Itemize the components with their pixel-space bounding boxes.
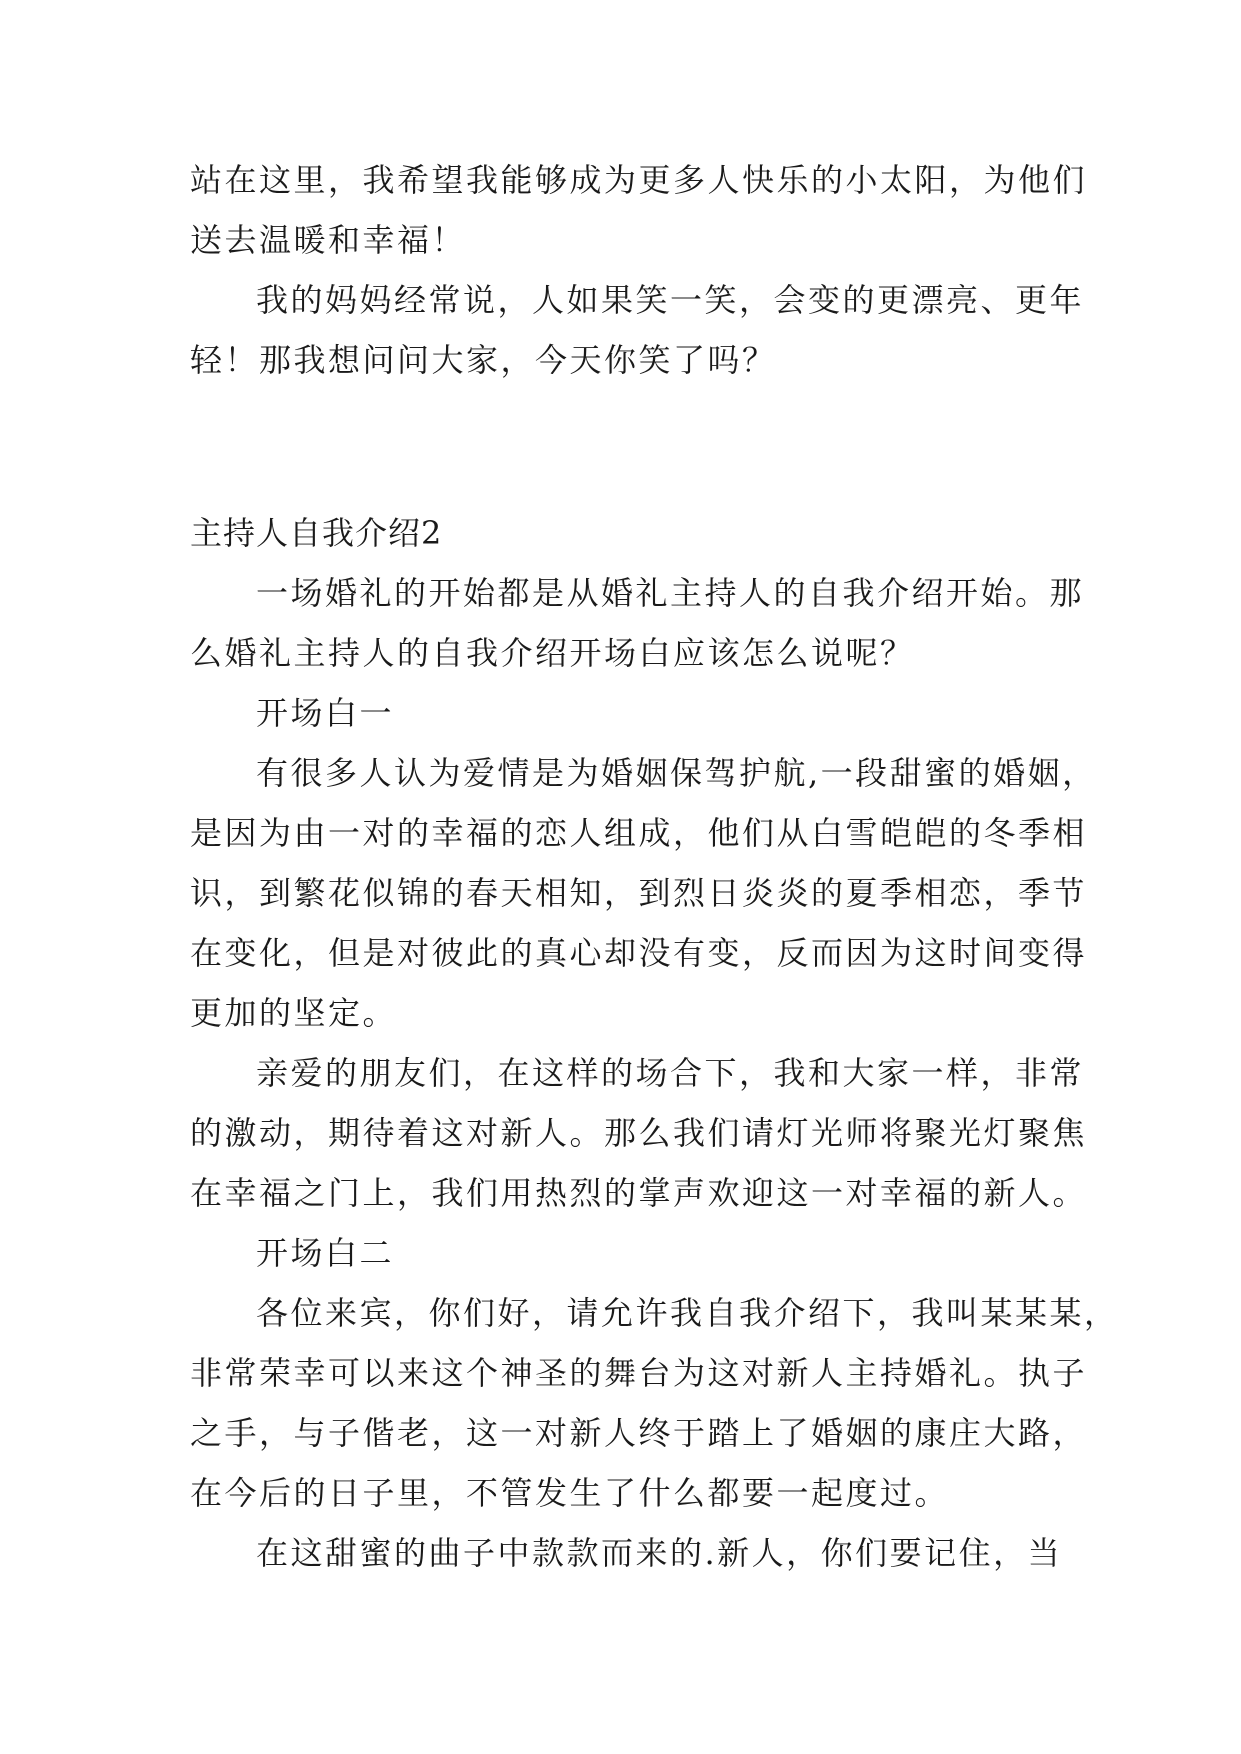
text-line: 么婚礼主持人的自我介绍开场白应该怎么说呢？ [190,634,915,672]
text-line: 站在这里，我希望我能够成为更多人快乐的小太阳，为他们 [190,161,1088,199]
text-line: 在变化，但是对彼此的真心却没有变，反而因为这时间变得 [190,934,1088,972]
text-line: 识，到繁花似锦的春天相知，到烈日炎炎的夏季相恋，季节 [190,874,1088,912]
text-line: 是因为由一对的幸福的恋人组成，他们从白雪皑皑的冬季相 [190,814,1088,852]
text-line: 在这甜蜜的曲子中款款而来的.新人，你们要记住，当 [256,1534,1063,1572]
text-line: 有很多人认为爱情是为婚姻保驾护航,一段甜蜜的婚姻， [256,754,1097,792]
text-line: 非常荣幸可以来这个神圣的舞台为这对新人主持婚礼。执子 [190,1354,1088,1392]
text-line: 开场白二 [256,1234,395,1272]
text-line: 我的妈妈经常说，人如果笑一笑，会变的更漂亮、更年 [256,281,1085,319]
text-line: 更加的坚定。 [190,994,398,1032]
heading-text: 主持人自我介绍2 [190,514,443,552]
text-section-1 [190,150,1088,390]
text-line: 送去温暖和幸福！ [190,221,467,259]
text-line: 在今后的日子里，不管发生了什么都要一起度过。 [190,1474,950,1512]
text-line: 各位来宾，你们好，请允许我自我介绍下，我叫某某某， [256,1294,1119,1332]
text-line: 亲爱的朋友们，在这样的场合下，我和大家一样，非常 [256,1054,1085,1092]
text-line: 的激动，期待着这对新人。那么我们请灯光师将聚光灯聚焦 [190,1114,1088,1152]
section-heading [190,503,1060,563]
text-section-2 [190,563,1119,1583]
text-line: 之手，与子偕老，这一对新人终于踏上了婚姻的康庄大路， [190,1414,1088,1452]
text-line: 轻！那我想问问大家，今天你笑了吗？ [190,341,777,379]
text-line: 开场白一 [256,694,395,732]
text-line: 在幸福之门上，我们用热烈的掌声欢迎这一对幸福的新人。 [190,1174,1088,1212]
text-line: 一场婚礼的开始都是从婚礼主持人的自我介绍开始。那 [256,574,1085,612]
